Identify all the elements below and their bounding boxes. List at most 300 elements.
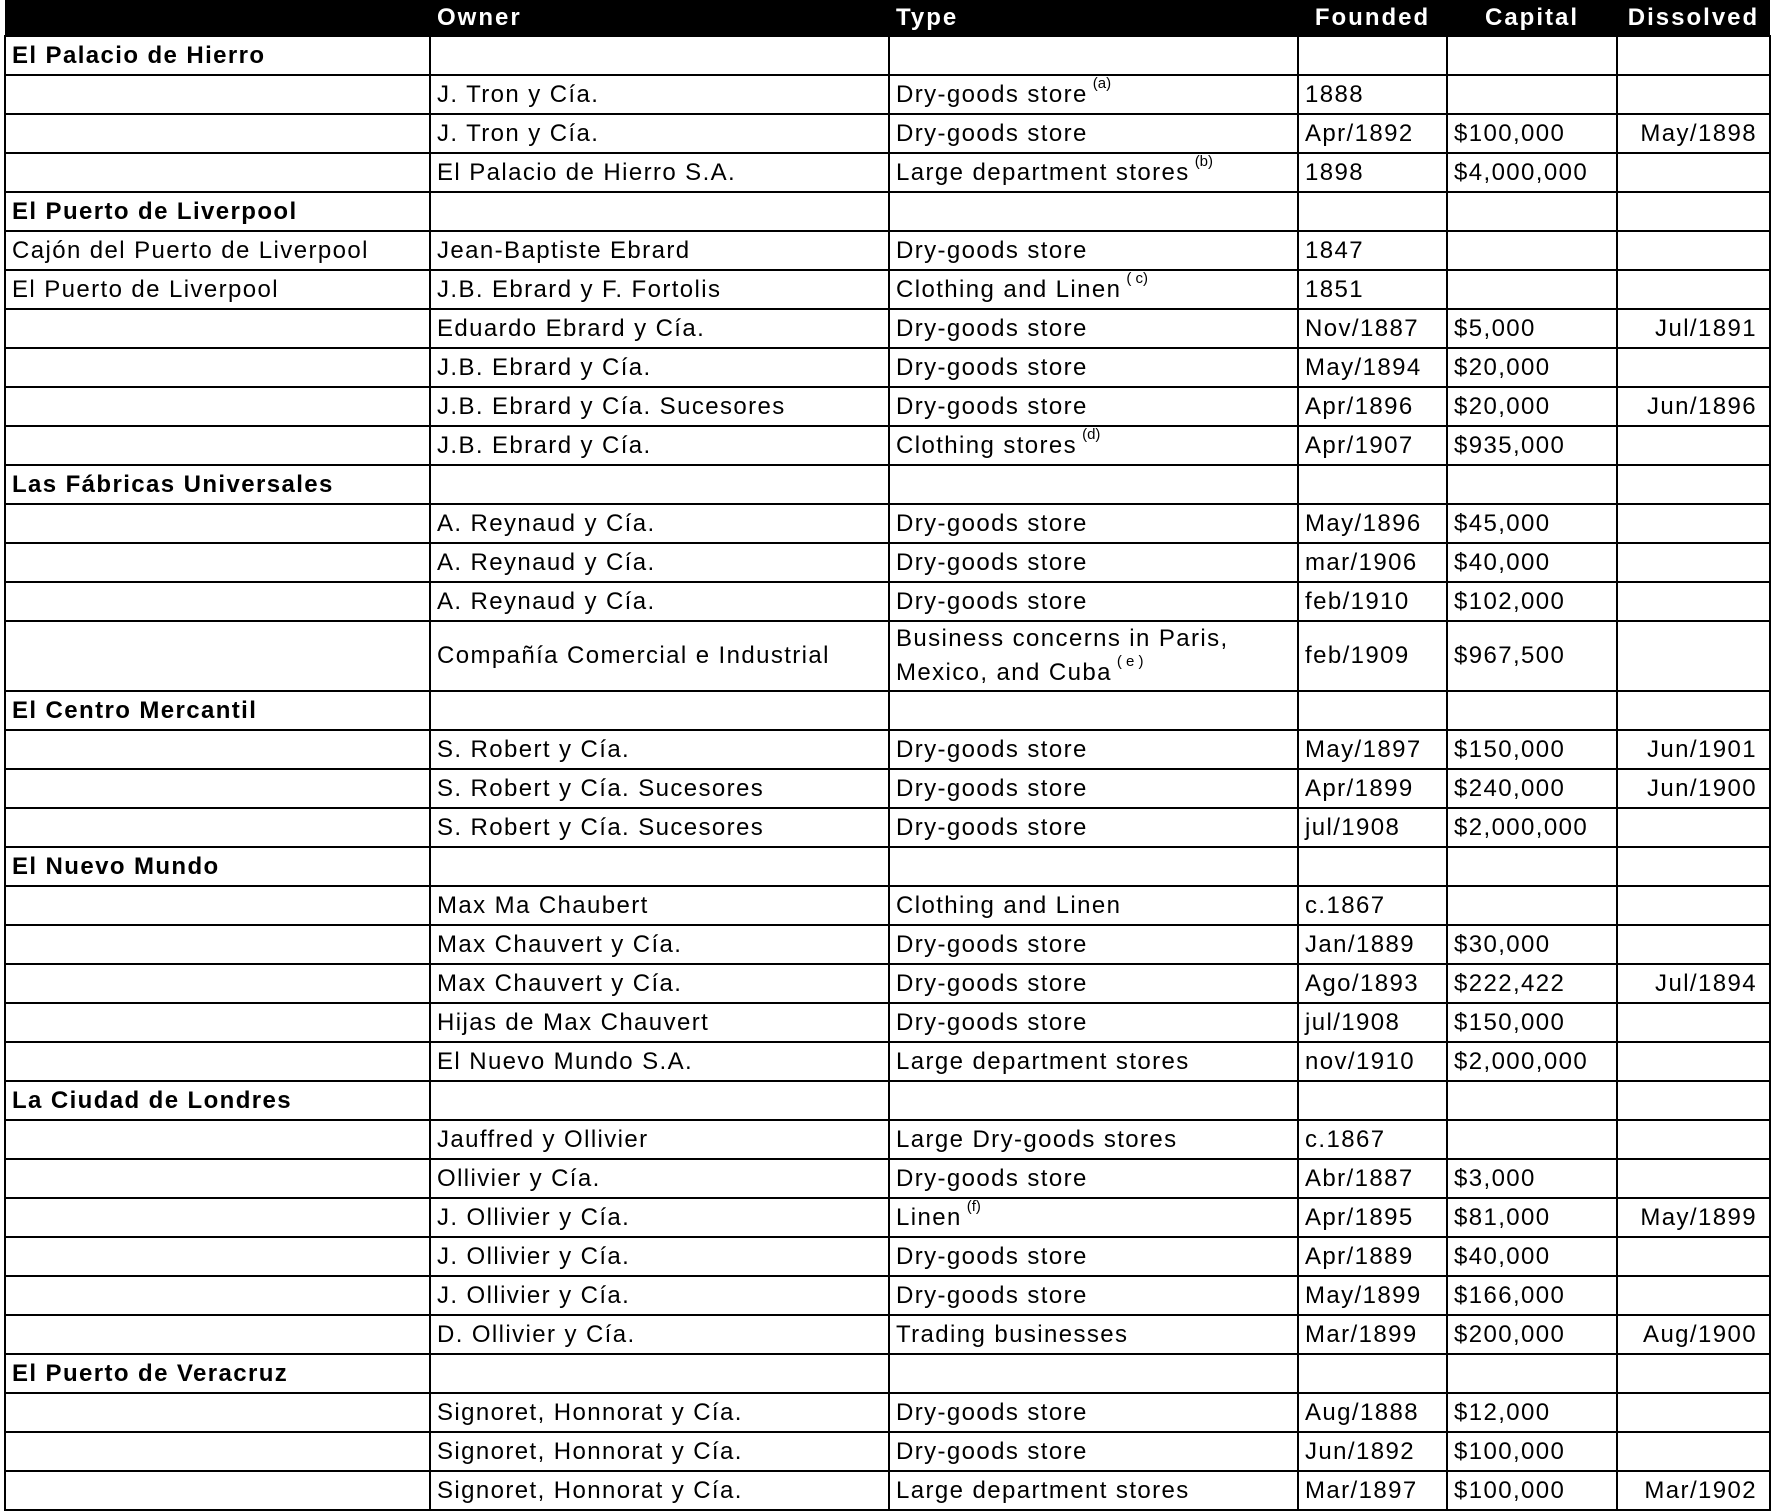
table-row — [5, 504, 1770, 543]
footnote-marker: ( c) — [1126, 270, 1149, 287]
dissolved-cell[interactable] — [1617, 582, 1770, 621]
capital-cell[interactable]: $102,000 — [1447, 582, 1617, 621]
type-text: Dry-goods store — [896, 353, 1088, 381]
store-cell[interactable] — [5, 1432, 430, 1471]
owner-cell[interactable]: J.B. Ebrard y F. Fortolis — [430, 270, 889, 309]
type-cell[interactable] — [889, 1471, 1298, 1510]
capital-cell[interactable] — [1447, 1081, 1617, 1120]
store-cell[interactable]: El Palacio de Hierro — [5, 36, 430, 75]
table-row — [5, 231, 1770, 270]
store-cell[interactable] — [5, 1276, 430, 1315]
founded-cell[interactable]: c.1867 — [1298, 886, 1447, 925]
type-text: Dry-goods store — [896, 548, 1088, 576]
type-cell[interactable] — [889, 1315, 1298, 1354]
dissolved-cell[interactable] — [1617, 270, 1770, 309]
table-row — [5, 925, 1770, 964]
dissolved-cell[interactable] — [1617, 192, 1770, 231]
dissolved-cell[interactable] — [1617, 36, 1770, 75]
table-row — [5, 964, 1770, 1003]
type-cell[interactable] — [889, 114, 1298, 153]
type-cell[interactable] — [889, 1159, 1298, 1198]
dissolved-column-header[interactable]: Dissolved — [1617, 0, 1770, 36]
type-text: Dry-goods store — [896, 236, 1088, 264]
type-cell[interactable] — [889, 691, 1298, 730]
capital-cell[interactable]: $150,000 — [1447, 1003, 1617, 1042]
table-row — [5, 1393, 1770, 1432]
owner-cell[interactable]: J. Ollivier y Cía. — [430, 1276, 889, 1315]
founded-cell[interactable]: May/1897 — [1298, 730, 1447, 769]
founded-cell[interactable]: 1888 — [1298, 75, 1447, 114]
dissolved-cell[interactable] — [1617, 504, 1770, 543]
founded-cell[interactable]: Jun/1892 — [1298, 1432, 1447, 1471]
store-cell[interactable] — [5, 387, 430, 426]
capital-cell[interactable]: $12,000 — [1447, 1393, 1617, 1432]
dissolved-cell[interactable] — [1617, 1159, 1770, 1198]
type-cell[interactable] — [889, 270, 1298, 309]
store-cell[interactable]: El Puerto de Veracruz — [5, 1354, 430, 1393]
dissolved-cell[interactable]: Jul/1891 — [1617, 309, 1770, 348]
dissolved-cell[interactable] — [1617, 808, 1770, 847]
owner-cell[interactable] — [430, 1081, 889, 1120]
footnote-marker: (d) — [1082, 426, 1101, 443]
capital-cell[interactable] — [1447, 1120, 1617, 1159]
dissolved-cell[interactable] — [1617, 543, 1770, 582]
dissolved-cell[interactable] — [1617, 75, 1770, 114]
type-cell[interactable] — [889, 465, 1298, 504]
store-cell[interactable]: El Nuevo Mundo — [5, 847, 430, 886]
store-cell[interactable] — [5, 1315, 430, 1354]
owner-cell[interactable] — [430, 847, 889, 886]
table-row — [5, 1198, 1770, 1237]
table-row — [5, 730, 1770, 769]
type-cell[interactable] — [889, 1393, 1298, 1432]
type-cell[interactable] — [889, 886, 1298, 925]
owner-cell[interactable]: Eduardo Ebrard y Cía. — [430, 309, 889, 348]
founded-cell[interactable]: 1851 — [1298, 270, 1447, 309]
table-row — [5, 769, 1770, 808]
type-cell[interactable] — [889, 426, 1298, 465]
header-row — [5, 0, 1770, 36]
type-text: Large department stores — [896, 1047, 1190, 1075]
store-cell[interactable] — [5, 75, 430, 114]
founded-cell[interactable]: Abr/1887 — [1298, 1159, 1447, 1198]
store-cell[interactable] — [5, 348, 430, 387]
capital-cell[interactable]: $222,422 — [1447, 964, 1617, 1003]
table-row — [5, 1120, 1770, 1159]
capital-column-header[interactable]: Capital — [1447, 0, 1617, 36]
owner-cell[interactable]: El Nuevo Mundo S.A. — [430, 1042, 889, 1081]
group-row — [5, 1354, 1770, 1393]
type-text: Dry-goods store — [896, 314, 1088, 342]
type-text: Large department stores — [896, 1476, 1190, 1504]
capital-cell[interactable]: $200,000 — [1447, 1315, 1617, 1354]
group-row — [5, 465, 1770, 504]
capital-cell[interactable] — [1447, 75, 1617, 114]
type-cell[interactable] — [889, 1354, 1298, 1393]
type-cell[interactable] — [889, 1042, 1298, 1081]
type-cell[interactable] — [889, 621, 1298, 691]
dissolved-cell[interactable] — [1617, 621, 1770, 691]
type-cell[interactable] — [889, 75, 1298, 114]
founded-cell[interactable]: Apr/1889 — [1298, 1237, 1447, 1276]
type-text: Large Dry-goods stores — [896, 1125, 1178, 1153]
table-row — [5, 543, 1770, 582]
capital-cell[interactable] — [1447, 691, 1617, 730]
dissolved-cell[interactable] — [1617, 691, 1770, 730]
store-cell[interactable] — [5, 543, 430, 582]
capital-cell[interactable] — [1447, 847, 1617, 886]
dissolved-cell[interactable]: Jun/1901 — [1617, 730, 1770, 769]
founded-cell[interactable]: mar/1906 — [1298, 543, 1447, 582]
dissolved-cell[interactable] — [1617, 1042, 1770, 1081]
owner-cell[interactable]: A. Reynaud y Cía. — [430, 582, 889, 621]
founded-cell[interactable]: jul/1908 — [1298, 1003, 1447, 1042]
owner-cell[interactable]: J. Tron y Cía. — [430, 75, 889, 114]
type-column-header[interactable]: Type — [889, 0, 1298, 36]
table-row — [5, 886, 1770, 925]
type-text: Dry-goods store — [896, 774, 1088, 802]
founded-cell[interactable]: feb/1909 — [1298, 621, 1447, 691]
dissolved-cell[interactable] — [1617, 1081, 1770, 1120]
store-cell[interactable] — [5, 309, 430, 348]
dissolved-cell[interactable] — [1617, 1237, 1770, 1276]
dissolved-cell[interactable] — [1617, 153, 1770, 192]
owner-column-header[interactable]: Owner — [430, 0, 889, 36]
founded-cell[interactable]: Aug/1888 — [1298, 1393, 1447, 1432]
store-cell[interactable] — [5, 504, 430, 543]
store-cell[interactable] — [5, 1003, 430, 1042]
founded-cell[interactable]: Apr/1907 — [1298, 426, 1447, 465]
capital-cell[interactable]: $81,000 — [1447, 1198, 1617, 1237]
capital-cell[interactable] — [1447, 886, 1617, 925]
founded-cell[interactable]: jul/1908 — [1298, 808, 1447, 847]
capital-cell[interactable]: $2,000,000 — [1447, 1042, 1617, 1081]
table-row — [5, 1003, 1770, 1042]
type-cell[interactable] — [889, 348, 1298, 387]
table-row — [5, 808, 1770, 847]
owner-cell[interactable]: Max Ma Chaubert — [430, 886, 889, 925]
type-cell[interactable] — [889, 1081, 1298, 1120]
type-text: Dry-goods store — [896, 119, 1088, 147]
type-cell[interactable] — [889, 387, 1298, 426]
table-row — [5, 75, 1770, 114]
capital-cell[interactable] — [1447, 36, 1617, 75]
store-cell[interactable]: La Ciudad de Londres — [5, 1081, 430, 1120]
store-cell[interactable] — [5, 1159, 430, 1198]
dissolved-cell[interactable] — [1617, 1354, 1770, 1393]
owner-cell[interactable]: S. Robert y Cía. Sucesores — [430, 808, 889, 847]
type-text: Trading businesses — [896, 1320, 1129, 1348]
type-cell[interactable] — [889, 964, 1298, 1003]
dissolved-cell[interactable] — [1617, 1432, 1770, 1471]
owner-cell[interactable]: J.B. Ebrard y Cía. — [430, 348, 889, 387]
capital-cell[interactable]: $935,000 — [1447, 426, 1617, 465]
capital-cell[interactable]: $4,000,000 — [1447, 153, 1617, 192]
capital-cell[interactable]: $3,000 — [1447, 1159, 1617, 1198]
store-cell[interactable] — [5, 1393, 430, 1432]
owner-cell[interactable]: El Palacio de Hierro S.A. — [430, 153, 889, 192]
type-text: Large department stores — [896, 158, 1190, 186]
capital-cell[interactable]: $20,000 — [1447, 348, 1617, 387]
type-text: Clothing stores — [896, 431, 1078, 459]
type-cell[interactable] — [889, 1198, 1298, 1237]
dissolved-cell[interactable]: May/1898 — [1617, 114, 1770, 153]
capital-cell[interactable]: $240,000 — [1447, 769, 1617, 808]
dissolved-cell[interactable]: Jun/1900 — [1617, 769, 1770, 808]
store-cell[interactable] — [5, 730, 430, 769]
type-cell[interactable] — [889, 769, 1298, 808]
owner-cell[interactable]: J. Tron y Cía. — [430, 114, 889, 153]
owner-cell[interactable]: Signoret, Honnorat y Cía. — [430, 1393, 889, 1432]
founded-cell[interactable] — [1298, 1081, 1447, 1120]
store-cell[interactable] — [5, 1120, 430, 1159]
table-row — [5, 1159, 1770, 1198]
type-text: Dry-goods store — [896, 1164, 1088, 1192]
owner-cell[interactable]: Hijas de Max Chauvert — [430, 1003, 889, 1042]
founded-cell[interactable]: May/1896 — [1298, 504, 1447, 543]
type-cell[interactable] — [889, 925, 1298, 964]
founded-cell[interactable]: May/1899 — [1298, 1276, 1447, 1315]
dissolved-cell[interactable]: Jul/1894 — [1617, 964, 1770, 1003]
owner-cell[interactable]: A. Reynaud y Cía. — [430, 543, 889, 582]
type-cell[interactable] — [889, 1120, 1298, 1159]
store-cell[interactable]: Cajón del Puerto de Liverpool — [5, 231, 430, 270]
founded-cell[interactable] — [1298, 1354, 1447, 1393]
type-cell[interactable] — [889, 309, 1298, 348]
type-text: Linen — [896, 1203, 962, 1231]
dissolved-cell[interactable] — [1617, 1003, 1770, 1042]
type-cell[interactable] — [889, 543, 1298, 582]
dissolved-cell[interactable] — [1617, 426, 1770, 465]
capital-cell[interactable] — [1447, 192, 1617, 231]
stores-table — [4, 0, 1771, 1511]
owner-cell[interactable]: Ollivier y Cía. — [430, 1159, 889, 1198]
founded-cell[interactable]: Apr/1895 — [1298, 1198, 1447, 1237]
store-cell[interactable] — [5, 964, 430, 1003]
founded-cell[interactable]: Ago/1893 — [1298, 964, 1447, 1003]
store-cell[interactable]: El Puerto de Liverpool — [5, 192, 430, 231]
store-cell[interactable] — [5, 621, 430, 691]
founded-cell[interactable] — [1298, 691, 1447, 730]
spreadsheet — [4, 0, 1769, 1511]
founded-column-header[interactable]: Founded — [1298, 0, 1447, 36]
capital-cell[interactable]: $150,000 — [1447, 730, 1617, 769]
type-text: Dry-goods store — [896, 735, 1088, 763]
table-row — [5, 153, 1770, 192]
owner-cell[interactable]: Signoret, Honnorat y Cía. — [430, 1432, 889, 1471]
dissolved-cell[interactable] — [1617, 1120, 1770, 1159]
founded-cell[interactable]: Mar/1897 — [1298, 1471, 1447, 1510]
capital-cell[interactable]: $30,000 — [1447, 925, 1617, 964]
dissolved-cell[interactable]: May/1899 — [1617, 1198, 1770, 1237]
dissolved-cell[interactable] — [1617, 1276, 1770, 1315]
type-text: Dry-goods store — [896, 1281, 1088, 1309]
owner-cell[interactable]: A. Reynaud y Cía. — [430, 504, 889, 543]
type-text: Dry-goods store — [896, 587, 1088, 615]
type-text: Dry-goods store — [896, 969, 1088, 997]
group-row — [5, 847, 1770, 886]
type-cell[interactable] — [889, 730, 1298, 769]
store-cell[interactable] — [5, 582, 430, 621]
store-cell[interactable]: Las Fábricas Universales — [5, 465, 430, 504]
table-row — [5, 1432, 1770, 1471]
table-row — [5, 1315, 1770, 1354]
store-cell[interactable] — [5, 426, 430, 465]
dissolved-cell[interactable] — [1617, 1393, 1770, 1432]
capital-cell[interactable]: $100,000 — [1447, 1471, 1617, 1510]
group-row — [5, 691, 1770, 730]
owner-cell[interactable] — [430, 691, 889, 730]
table-row — [5, 1237, 1770, 1276]
dissolved-cell[interactable]: Jun/1896 — [1617, 387, 1770, 426]
type-cell[interactable] — [889, 808, 1298, 847]
type-cell[interactable] — [889, 504, 1298, 543]
owner-cell[interactable]: Signoret, Honnorat y Cía. — [430, 1471, 889, 1510]
capital-cell[interactable]: $45,000 — [1447, 504, 1617, 543]
capital-cell[interactable]: $166,000 — [1447, 1276, 1617, 1315]
owner-cell[interactable]: J.B. Ebrard y Cía. — [430, 426, 889, 465]
founded-cell[interactable]: May/1894 — [1298, 348, 1447, 387]
founded-cell[interactable]: Apr/1896 — [1298, 387, 1447, 426]
footnote-marker: (f) — [966, 1198, 981, 1215]
dissolved-cell[interactable] — [1617, 231, 1770, 270]
dissolved-cell[interactable] — [1617, 847, 1770, 886]
capital-cell[interactable] — [1447, 465, 1617, 504]
owner-cell[interactable]: D. Ollivier y Cía. — [430, 1315, 889, 1354]
footnote-marker: (b) — [1194, 153, 1214, 170]
capital-cell[interactable]: $2,000,000 — [1447, 808, 1617, 847]
founded-cell[interactable]: Jan/1889 — [1298, 925, 1447, 964]
capital-cell[interactable]: $967,500 — [1447, 621, 1617, 691]
owner-cell[interactable]: Jauffred y Ollivier — [430, 1120, 889, 1159]
owner-cell[interactable] — [430, 36, 889, 75]
founded-cell[interactable]: 1847 — [1298, 231, 1447, 270]
dissolved-cell[interactable] — [1617, 886, 1770, 925]
type-cell[interactable] — [889, 1432, 1298, 1471]
table-row — [5, 387, 1770, 426]
dissolved-cell[interactable]: Mar/1902 — [1617, 1471, 1770, 1510]
owner-cell[interactable] — [430, 1354, 889, 1393]
table-row — [5, 1276, 1770, 1315]
capital-cell[interactable]: $20,000 — [1447, 387, 1617, 426]
type-cell[interactable] — [889, 36, 1298, 75]
owner-cell[interactable]: J. Ollivier y Cía. — [430, 1237, 889, 1276]
capital-cell[interactable]: $100,000 — [1447, 1432, 1617, 1471]
owner-cell[interactable]: S. Robert y Cía. Sucesores — [430, 769, 889, 808]
owner-cell[interactable]: Max Chauvert y Cía. — [430, 925, 889, 964]
owner-cell[interactable]: J.B. Ebrard y Cía. Sucesores — [430, 387, 889, 426]
footnote-marker: (a) — [1092, 75, 1112, 92]
footnote-marker: ( e ) — [1116, 653, 1144, 670]
store-cell[interactable] — [5, 808, 430, 847]
store-cell[interactable] — [5, 925, 430, 964]
group-row — [5, 192, 1770, 231]
type-cell[interactable] — [889, 1276, 1298, 1315]
store-cell[interactable] — [5, 1471, 430, 1510]
type-cell[interactable] — [889, 582, 1298, 621]
group-row — [5, 36, 1770, 75]
owner-cell[interactable] — [430, 192, 889, 231]
type-text: Business concerns in Paris, Mexico, and Cuba — [896, 625, 1229, 686]
type-cell[interactable] — [889, 153, 1298, 192]
table-row — [5, 621, 1770, 691]
owner-cell[interactable]: Jean-Baptiste Ebrard — [430, 231, 889, 270]
founded-cell[interactable] — [1298, 847, 1447, 886]
type-text: Dry-goods store — [896, 509, 1088, 537]
table-row — [5, 426, 1770, 465]
store-cell[interactable] — [5, 886, 430, 925]
owner-cell[interactable]: Max Chauvert y Cía. — [430, 964, 889, 1003]
dissolved-cell[interactable] — [1617, 925, 1770, 964]
table-row — [5, 1471, 1770, 1510]
store-cell[interactable] — [5, 114, 430, 153]
type-text: Dry-goods store — [896, 1437, 1088, 1465]
table-row — [5, 582, 1770, 621]
founded-cell[interactable]: c.1867 — [1298, 1120, 1447, 1159]
table-row — [5, 270, 1770, 309]
type-text: Clothing and Linen — [896, 275, 1122, 303]
founded-cell[interactable]: Apr/1892 — [1298, 114, 1447, 153]
type-text: Dry-goods store — [896, 80, 1088, 108]
type-cell[interactable] — [889, 231, 1298, 270]
table-body — [5, 36, 1770, 1510]
type-cell[interactable] — [889, 192, 1298, 231]
type-cell[interactable] — [889, 1003, 1298, 1042]
type-cell[interactable] — [889, 847, 1298, 886]
founded-cell[interactable]: nov/1910 — [1298, 1042, 1447, 1081]
type-text: Dry-goods store — [896, 1008, 1088, 1036]
founded-cell[interactable]: Mar/1899 — [1298, 1315, 1447, 1354]
dissolved-cell[interactable] — [1617, 465, 1770, 504]
dissolved-cell[interactable]: Aug/1900 — [1617, 1315, 1770, 1354]
capital-cell[interactable] — [1447, 1354, 1617, 1393]
store-cell[interactable] — [5, 769, 430, 808]
capital-cell[interactable] — [1447, 231, 1617, 270]
store-column-header[interactable] — [5, 0, 430, 36]
type-text: Clothing and Linen — [896, 891, 1122, 919]
capital-cell[interactable] — [1447, 270, 1617, 309]
store-cell[interactable] — [5, 1198, 430, 1237]
owner-cell[interactable]: S. Robert y Cía. — [430, 730, 889, 769]
capital-cell[interactable]: $100,000 — [1447, 114, 1617, 153]
capital-cell[interactable]: $5,000 — [1447, 309, 1617, 348]
founded-cell[interactable] — [1298, 192, 1447, 231]
store-cell[interactable] — [5, 153, 430, 192]
capital-cell[interactable]: $40,000 — [1447, 543, 1617, 582]
store-cell[interactable]: El Centro Mercantil — [5, 691, 430, 730]
founded-cell[interactable] — [1298, 465, 1447, 504]
founded-cell[interactable]: Apr/1899 — [1298, 769, 1447, 808]
type-text: Dry-goods store — [896, 392, 1088, 420]
founded-cell[interactable] — [1298, 36, 1447, 75]
type-cell[interactable] — [889, 1237, 1298, 1276]
founded-cell[interactable]: Nov/1887 — [1298, 309, 1447, 348]
type-text: Dry-goods store — [896, 813, 1088, 841]
store-cell[interactable] — [5, 1042, 430, 1081]
store-cell[interactable] — [5, 1237, 430, 1276]
table-row — [5, 348, 1770, 387]
founded-cell[interactable]: 1898 — [1298, 153, 1447, 192]
table-row — [5, 309, 1770, 348]
founded-cell[interactable]: feb/1910 — [1298, 582, 1447, 621]
owner-cell[interactable] — [430, 465, 889, 504]
capital-cell[interactable]: $40,000 — [1447, 1237, 1617, 1276]
store-cell[interactable]: El Puerto de Liverpool — [5, 270, 430, 309]
owner-cell[interactable]: Compañía Comercial e Industrial — [430, 621, 889, 691]
dissolved-cell[interactable] — [1617, 348, 1770, 387]
table-row — [5, 114, 1770, 153]
owner-cell[interactable]: J. Ollivier y Cía. — [430, 1198, 889, 1237]
